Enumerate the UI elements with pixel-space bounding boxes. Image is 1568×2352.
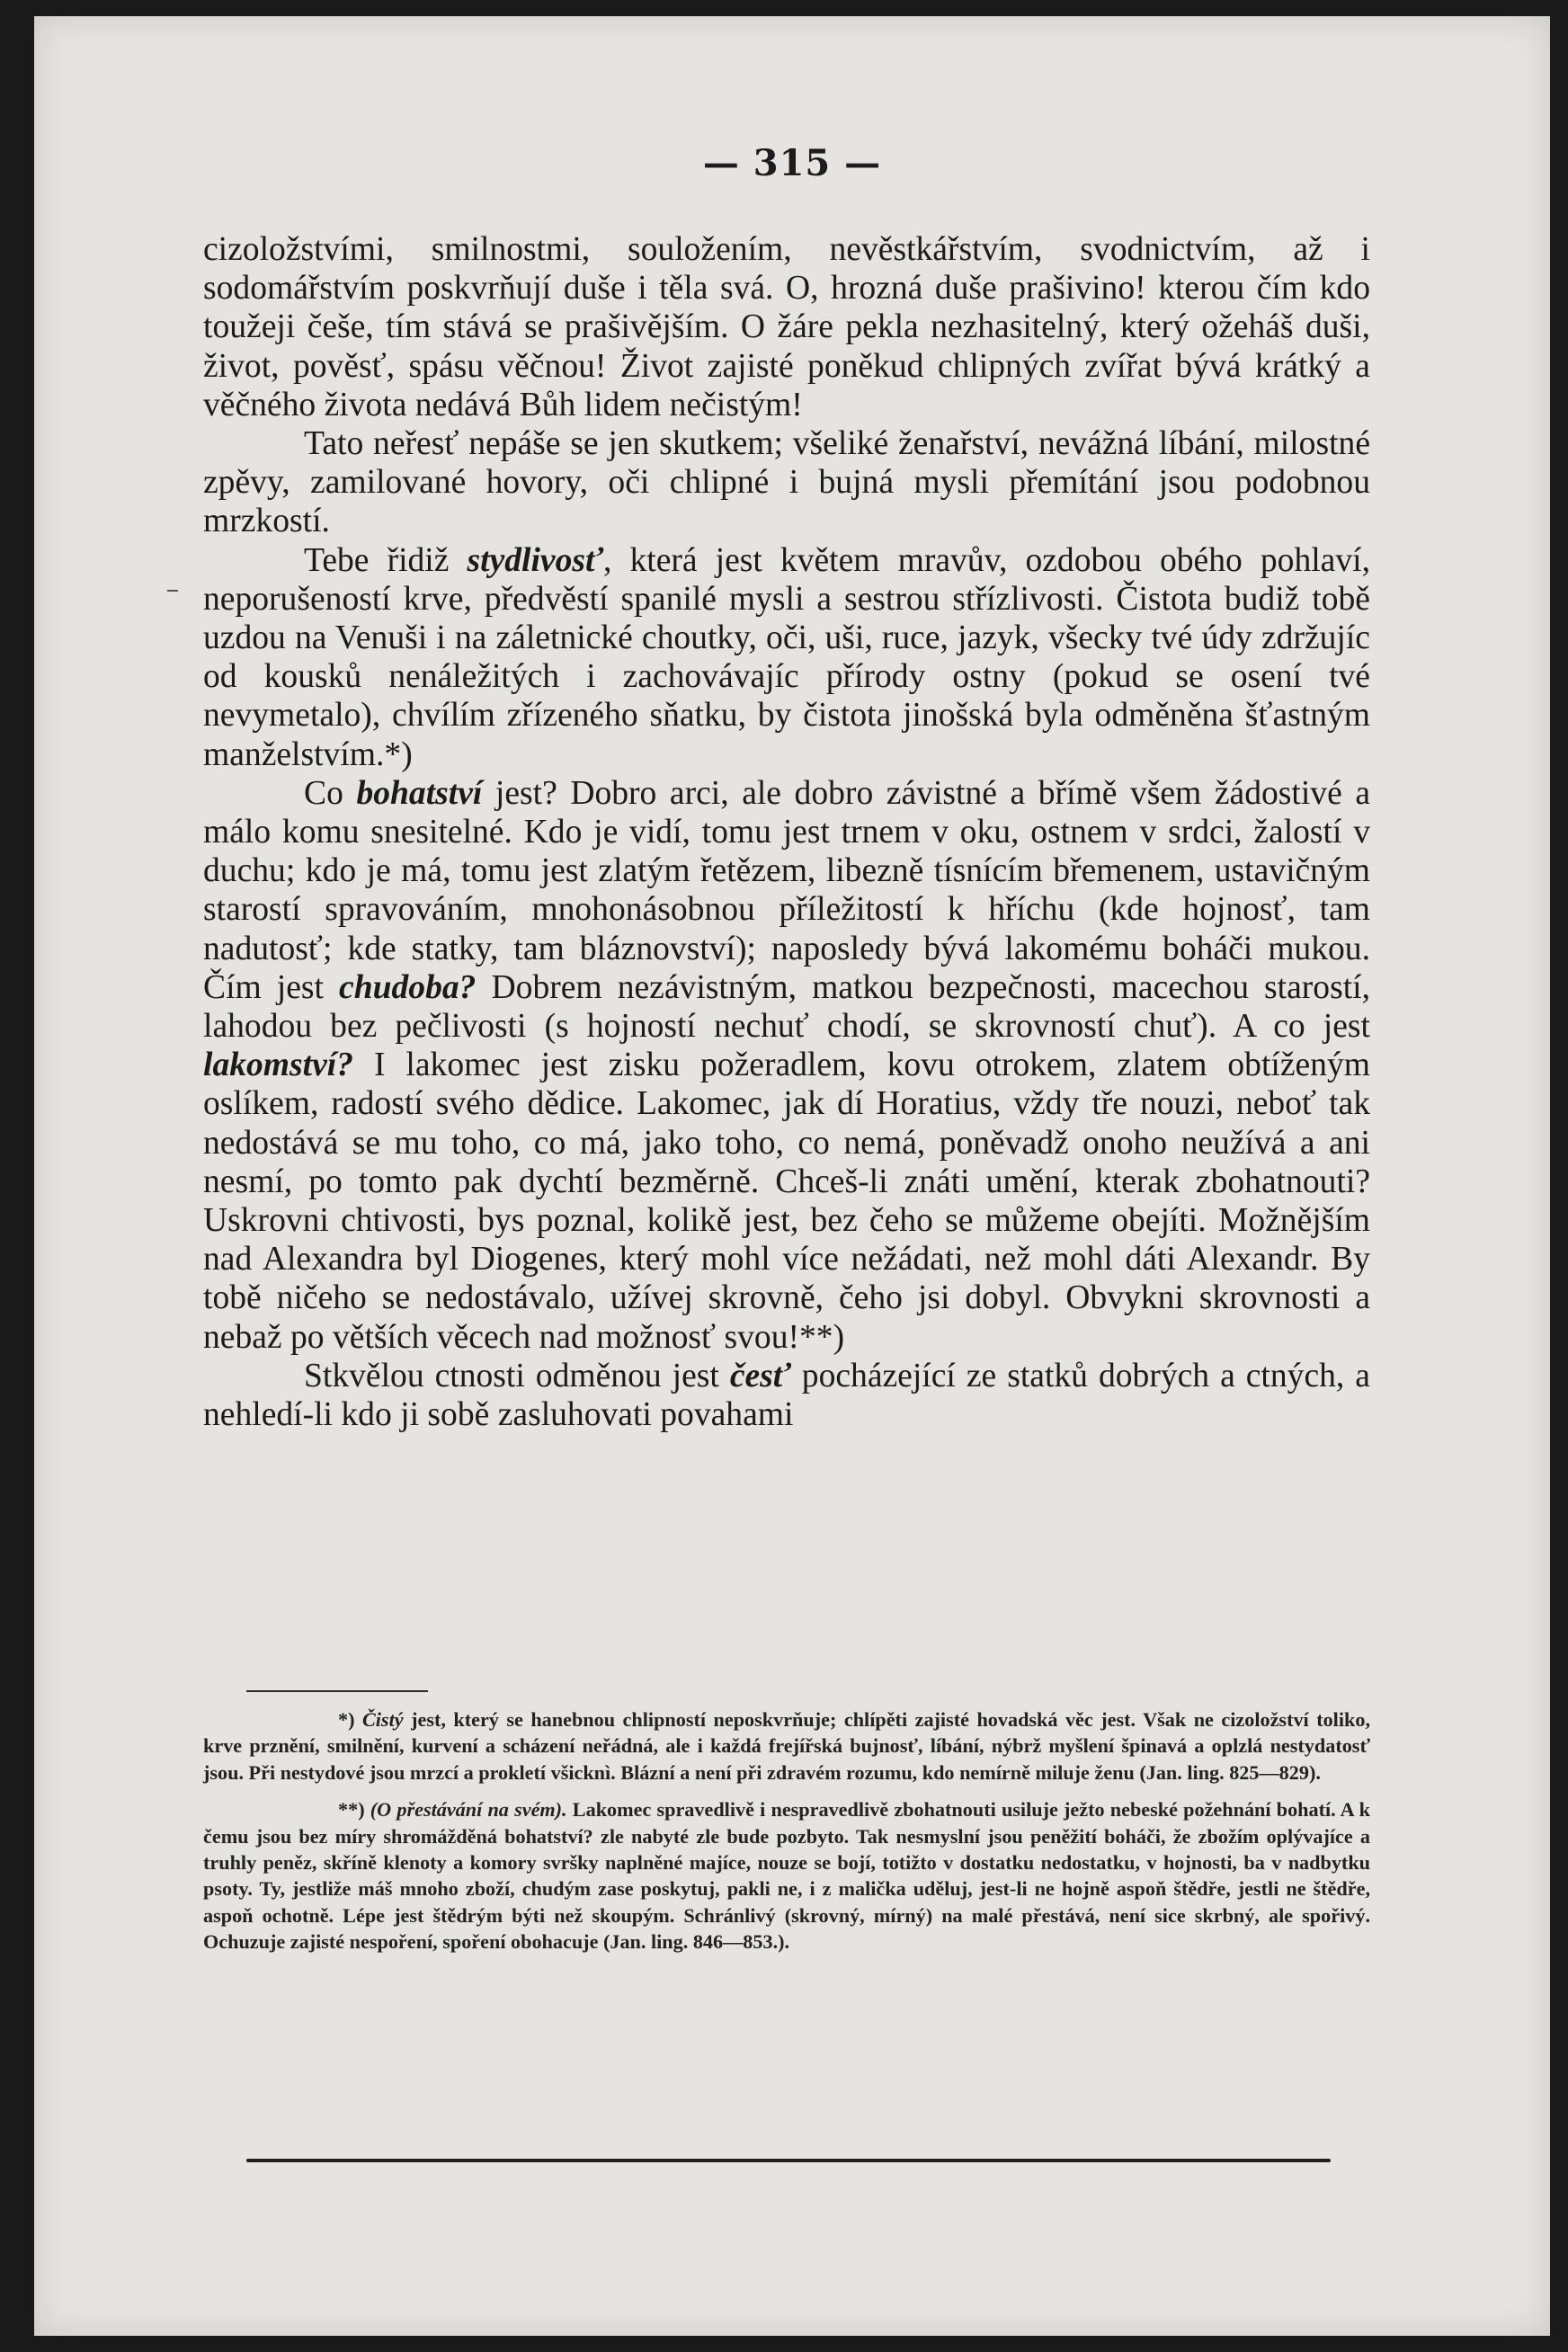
footnotes	[203, 1706, 1370, 1966]
footnote-1-mark: *)	[338, 1708, 362, 1731]
scanned-page	[34, 16, 1550, 2336]
paragraph-4-mid-2: Dobrem nezávistným, matkou bezpečnosti, macechou starostí, lahodou bez pečlivosti (s hojností nechuť chodí, se skrovností chuť). A co jest	[203, 968, 1370, 1046]
footnote-divider	[246, 1690, 428, 1692]
term-lakomstvi: lakomství?	[203, 1047, 354, 1084]
term-bohatstvi: bohatství	[356, 774, 483, 812]
paragraph-1: cizoložstvími, smilnostmi, souložením, nevěstkářstvím, svodnictvím, až i sodomářstvím poskvrňují duše i těla svá. O, hrozná duše prašivino! kterou čím kdo toužeji češe, tím stává se prašivějším. O žáre pekla nezhasitelný, který ožeháš duši, život, pověsť, spásu věčnou! Život zajisté poněkud chlipných zvířat bývá krátký a věčného života nedává Bůh lidem nečistým!	[203, 231, 1370, 423]
paragraph-4-start: Co	[304, 774, 357, 812]
term-chudoba: chudoba?	[339, 968, 477, 1006]
paragraph-4-rest: I lakomec jest zisku požeradlem, kovu otrokem, zlatem obtíženým oslíkem, radostí svého dědice. Lakomec, jak dí Horatius, vždy tře nouzi, neboť tak nedostává se mu toho, co má, jako toho, co nemá, poněvadž onoho neužívá a ani nesmí, po tomto pak dychtí bezměrně. Chceš-li znáti umění, kterak zbohatnouti? Uskrovni chtivosti, bys poznal, kolikě jest, bez čeho se můžeme obejíti. Možnějším nad Alexandra byl Diogenes, který mohl více nežádati, než mohl dáti Alexandr. By tobě ničeho se nedostávalo, užívej skrovně, čeho jsi dobyl. Obvykni skrovnosti a nebaž po větších věcech nad možnosť svou!**)	[203, 1047, 1370, 1356]
footnote-1-term: Čistý	[361, 1708, 404, 1731]
footnote-1-text: jest, který se hanebnou chlipností neposkvrňuje; chlípěti zajisté hovadská věc jest. Však ne cizoložství toliko, krve prznění, smilnění, kurvení a scházení neřádná, ale i každá frejířská bujnosť, líbání, nýbrž myšlení špinavá a oplzlá nestydatosť jsou. Při nestydové jsou mrzcí a prokletí všicknì. Blázní a není při zdravém rozumu, kdo nemírně miluje ženu (Jan. ling. 825—829).	[203, 1708, 1370, 1784]
term-stydlivost: stydlivosť	[467, 541, 603, 579]
paragraph-5-rest: pocházející ze statků dobrých a ctných, a nehledí-li kdo ji sobě zasluhovati povahami	[203, 1357, 1370, 1434]
footnote-2-term: (O přestávání na svém).	[370, 1798, 567, 1822]
main-text	[203, 230, 1370, 1434]
footnote-2-mark: **)	[338, 1798, 370, 1822]
footnote-1	[203, 1706, 1370, 1786]
footnote-2	[203, 1796, 1370, 1955]
footnote-2-text: Lakomec spravedlivě i nespravedlivě zbohatnouti usiluje ježto nebeské požehnání bohatí. A k čemu jsou bez míry shromážděná bohatství? zle nabyté zle bude pozbyto. Tak nesmyslní jsou peněžití boháči, že zbožím oplývajíce a truhly peněz, skříně klenoty a komory svršky naplněné majíce, nouze se bojí, totižto v dostatku nedostatku, v hojnosti, ba v nadbytku psoty. Ty, jestliže máš mnoho zboží, chudým zase poskytuj, pakli ne, i z malička uděluj, jest-li ne hojně aspoň štědře, jestli ne štědře, aspoň ochotně. Lépe jest štědrým býti než skoupým. Schránlivý (skrovný, mírný) na malé přestává, není sice skrbný, ale spořivý. Ochuzuje zajisté nespoření, spoření obohacuje (Jan. ling. 846—853.).	[203, 1798, 1370, 1954]
paragraph-2: Tato neřesť nepáše se jen skutkem; všeliké ženařství, nevážná líbání, milostné zpěvy, zamilované hovory, oči chlipné i bujná mysli přemítání jsou podobnou mrzkostí.	[203, 425, 1370, 540]
margin-mark	[167, 590, 178, 592]
paragraph-4-mid-1: jest? Dobro arci, ale dobro závistné a břímě všem žádostivé a málo komu snesitelné. Kdo je vidí, tomu jest trnem v oku, ostnem v srdci, žalostí v duchu; kdo je má, tomu jest zlatým řetězem, libezně tísnícím břemenem, ustavičným starostí spravováním, mnohonásobnou příležitostí k hříchu (kde hojnosť, tam nadutosť; kde statky, tam bláznovství); naposledy bývá lakomému boháči mukou. Čím jest	[203, 774, 1371, 1006]
paragraph-5-start: Stkvělou ctnosti odměnou jest	[304, 1357, 730, 1394]
paragraph-5	[203, 1357, 1370, 1434]
paragraph-4	[203, 774, 1370, 1357]
paragraph-3	[203, 541, 1370, 774]
handwritten-underline	[246, 2159, 1331, 2162]
paragraph-3-rest: , která jest květem mravův, ozdobou obého pohlaví, neporušeností krve, předvěstí spanilé mysli a sestrou střízlivosti. Čistota budiž tobě uzdou na Venuši i na záletnické choutky, oči, uši, ruce, jazyk, všecky tvé údy zdržujíc od kousků nenáležitých i zachovávajíc přírody ostny (pokud se osení tvé nevymetalo), chvílím zřízeného sňatku, by čistota jinošská byla odměněna šťastným manželstvím.*)	[203, 541, 1370, 773]
page-number: — 315 —	[702, 142, 882, 184]
paragraph-3-start: Tebe řidiž	[304, 541, 468, 579]
term-cest: česť	[729, 1357, 791, 1394]
